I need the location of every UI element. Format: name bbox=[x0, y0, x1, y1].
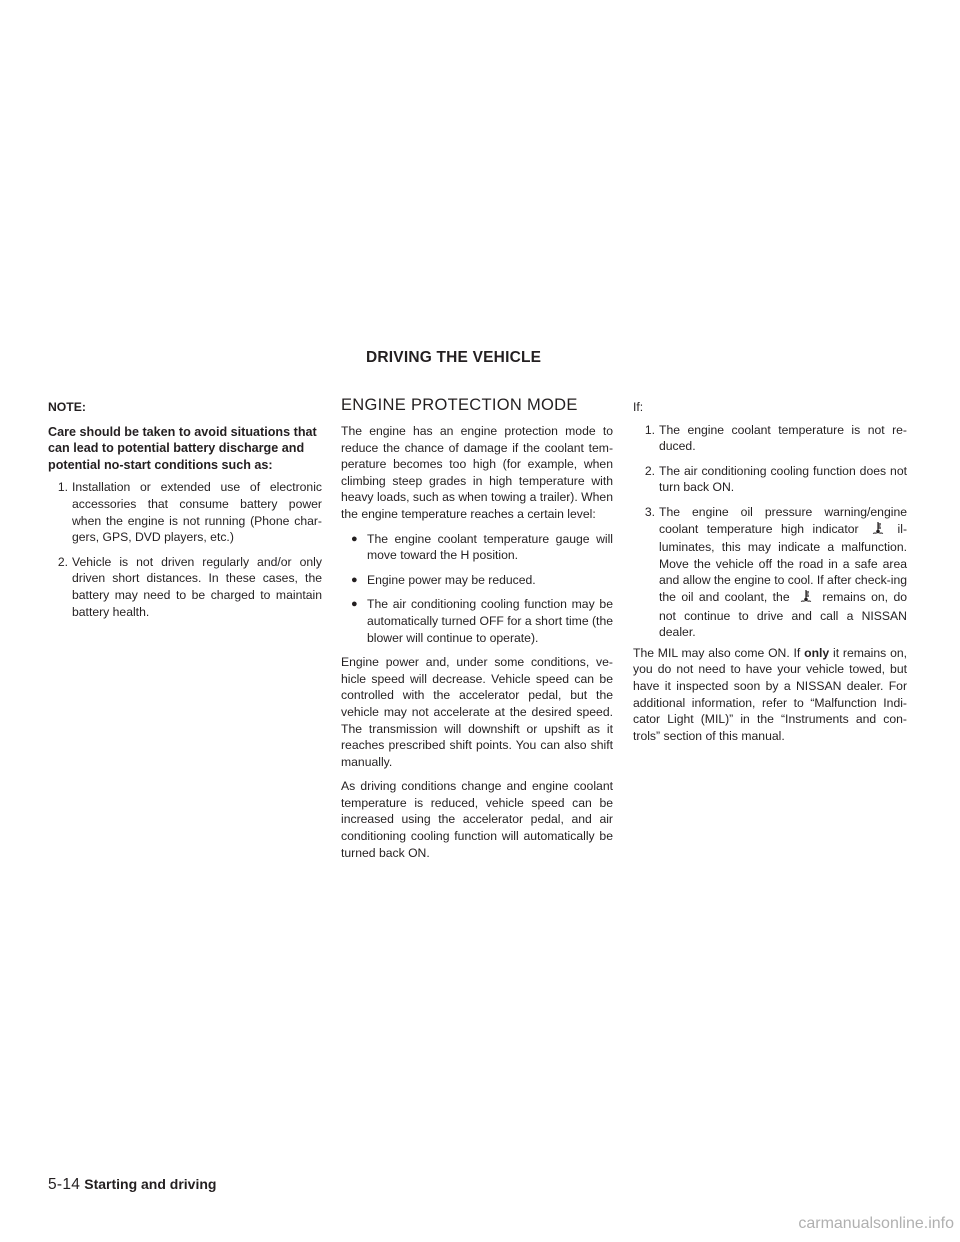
note-list bbox=[48, 479, 322, 620]
list-item bbox=[633, 463, 907, 496]
list-item bbox=[633, 504, 907, 641]
bullet-icon: ● bbox=[351, 532, 358, 545]
if-label: If: bbox=[633, 400, 644, 414]
list-text: The engine coolant temperature is not re-duced. bbox=[659, 422, 907, 454]
page-number: 5-14 bbox=[48, 1176, 81, 1193]
list-text: Installation or extended use of electronic accessories that consume battery power when the engine is not running (Phone char-gers, GPS, DVD players, etc.) bbox=[72, 480, 322, 545]
list-number: 2. bbox=[57, 554, 68, 569]
footer-section-name: Starting and driving bbox=[84, 1176, 217, 1192]
list-text: The air conditioning cooling function does not turn back ON. bbox=[659, 463, 907, 495]
section-header: DRIVING THE VEHICLE bbox=[366, 349, 542, 366]
if-column bbox=[633, 399, 907, 752]
mil-bold-word: only bbox=[804, 645, 830, 660]
watermark: carmanualsonline.info bbox=[630, 1206, 960, 1242]
coolant-temperature-warning-icon bbox=[795, 589, 817, 608]
note-title: NOTE: bbox=[48, 400, 86, 414]
list-item bbox=[633, 422, 907, 455]
mil-text: it remains on, you do not need to have your vehicle towed, but have it inspected soon by a NISSAN dealer. For additional information, refer to “Malfunction Indi-cator Light (MIL)” in the “Instruments and con-trols” section of this manual. bbox=[633, 645, 908, 743]
bullet-icon: ● bbox=[351, 598, 358, 611]
list-number: 1. bbox=[644, 422, 655, 437]
bullet-icon: ● bbox=[351, 573, 358, 586]
mil-text: The MIL may also come ON. If bbox=[633, 645, 801, 660]
note-body: Care should be taken to avoid situations that can lead to potential battery discharge and potential no-start conditions such as: bbox=[48, 424, 317, 472]
list-item bbox=[48, 479, 322, 545]
body-paragraph: Engine power and, under some conditions, ve-hicle speed will decrease. Vehicle speed can be controlled with the accelerator pedal, but the vehicle may not accelerate at the desired speed. The transmission will downshift or upshift as it reaches prescribed shift points. You can also shift manually. bbox=[341, 655, 613, 769]
list-text: The engine oil pressure warning/engine coolant temperature high indicator bbox=[659, 504, 907, 536]
engine-protection-column bbox=[341, 396, 613, 869]
list-item bbox=[341, 596, 613, 646]
body-paragraph: As driving conditions change and engine coolant temperature is reduced, vehicle speed can be increased using the accelerator pedal, and air conditioning cooling function will automatically be turned back ON. bbox=[341, 779, 613, 860]
list-text: remains on, do not continue to drive and call a NISSAN dealer. bbox=[659, 589, 908, 640]
list-text: Engine power may be reduced. bbox=[367, 572, 536, 587]
list-text: The engine coolant temperature gauge will move toward the H position. bbox=[367, 531, 613, 563]
list-text: The air conditioning cooling function may be automatically turned OFF for a short time (the blower will continue to operate). bbox=[367, 597, 613, 645]
list-text: Vehicle is not driven regularly and/or only driven short distances. In these cases, the battery may need to be charged to maintain battery health. bbox=[72, 554, 322, 619]
condition-bullets bbox=[341, 531, 613, 647]
list-text: il-luminates, this may indicate a malfunction. Move the vehicle off the road in a safe area and allow the engine to cool. If after check-ing the oil and coolant, the bbox=[659, 521, 908, 604]
if-list bbox=[633, 422, 907, 641]
list-number: 2. bbox=[644, 463, 655, 478]
engine-protection-heading: ENGINE PROTECTION MODE bbox=[341, 396, 578, 414]
note-column bbox=[48, 399, 322, 628]
coolant-temperature-warning-icon bbox=[867, 521, 889, 540]
list-number: 3. bbox=[644, 504, 655, 519]
page-footer bbox=[48, 1176, 216, 1194]
list-item bbox=[48, 554, 322, 620]
list-item bbox=[341, 572, 613, 589]
mil-paragraph bbox=[633, 645, 907, 745]
intro-paragraph: The engine has an engine protection mode to reduce the chance of damage if the coolant tem-perature becomes too high (for example, when climbing steep grades in high temperature with heavy loads, such as when towing a trailer). When the engine temperature reaches a certain level: bbox=[341, 424, 613, 521]
list-item bbox=[341, 531, 613, 564]
list-number: 1. bbox=[57, 480, 68, 495]
